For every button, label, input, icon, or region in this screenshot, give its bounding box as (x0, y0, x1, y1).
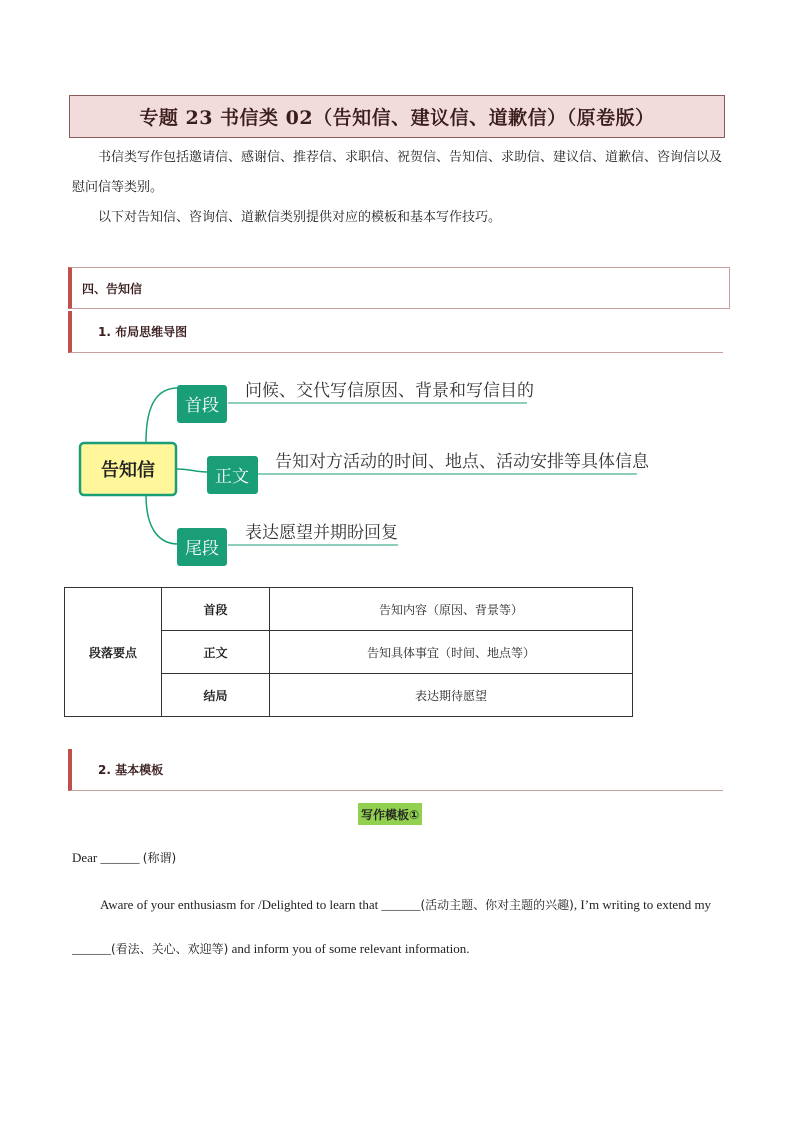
letter-salutation (72, 848, 727, 868)
letter-body (72, 883, 727, 971)
body-text-c: , I’m writing to extend my ______ (72, 897, 712, 956)
body-hint-d: (看法、关心、欢迎等) (111, 942, 229, 956)
mindmap-branch-2-text: 告知对方活动的时间、地点、活动安排等具体信息 (275, 452, 649, 472)
subsection-heading-label: 1. 布局思维导图 (98, 325, 188, 339)
paragraph-points-table (64, 587, 633, 717)
subsection-heading-template (68, 749, 723, 791)
body-text-a: Aware of your enthusiasm for /Delighted to learn that ______ (100, 897, 421, 912)
mindmap-connector-3 (146, 495, 178, 544)
salutation-hint: (称谓) (142, 851, 177, 865)
mindmap-connector-1 (146, 388, 178, 442)
mindmap-branch-3-text: 表达愿望并期盼回复 (245, 523, 398, 543)
layout-mindmap (0, 360, 794, 580)
table-content-cell: 告知具体事宜（时间、地点等） (270, 631, 633, 674)
table-content-cell: 告知内容（原因、背景等） (270, 588, 633, 631)
mindmap-node-1-label: 首段 (185, 396, 219, 416)
table-header-cell: 段落要点 (65, 588, 162, 717)
mindmap-node-2-label: 正文 (215, 467, 249, 487)
intro-paragraph-2: 以下对告知信、咨询信、道歉信类别提供对应的模板和基本写作技巧。 (98, 210, 502, 225)
table-part-cell: 正文 (162, 631, 270, 674)
table-part-cell: 首段 (162, 588, 270, 631)
section-heading-notice-letter (68, 267, 730, 309)
table-content-cell: 表达期待愿望 (270, 674, 633, 717)
template-label: 写作模板① (358, 803, 422, 825)
subsection-heading-label: 2. 基本模板 (98, 763, 164, 777)
table-part-cell: 结局 (162, 674, 270, 717)
subsection-heading-mindmap (68, 311, 723, 353)
mindmap-node-3-label: 尾段 (185, 539, 219, 559)
table-row (65, 588, 633, 631)
mindmap-connector-2 (176, 469, 207, 472)
mindmap-branch-1-text: 问候、交代写信原因、背景和写信目的 (245, 381, 534, 401)
mindmap-center-label: 告知信 (101, 460, 155, 481)
section-heading-label: 四、告知信 (82, 281, 143, 296)
body-text-e: and inform you of some relevant information. (228, 941, 470, 956)
body-hint-b: (活动主题、你对主题的兴趣) (420, 898, 574, 912)
salutation-text: Dear ______ (72, 850, 143, 865)
intro-paragraph-1: 书信类写作包括邀请信、感谢信、推荐信、求职信、祝贺信、告知信、求助信、建议信、道歉信、咨询信以及慰问信等类别。 (72, 150, 723, 195)
document-title: 专题 23 书信类 02（告知信、建议信、道歉信）（原卷版） (69, 95, 725, 138)
